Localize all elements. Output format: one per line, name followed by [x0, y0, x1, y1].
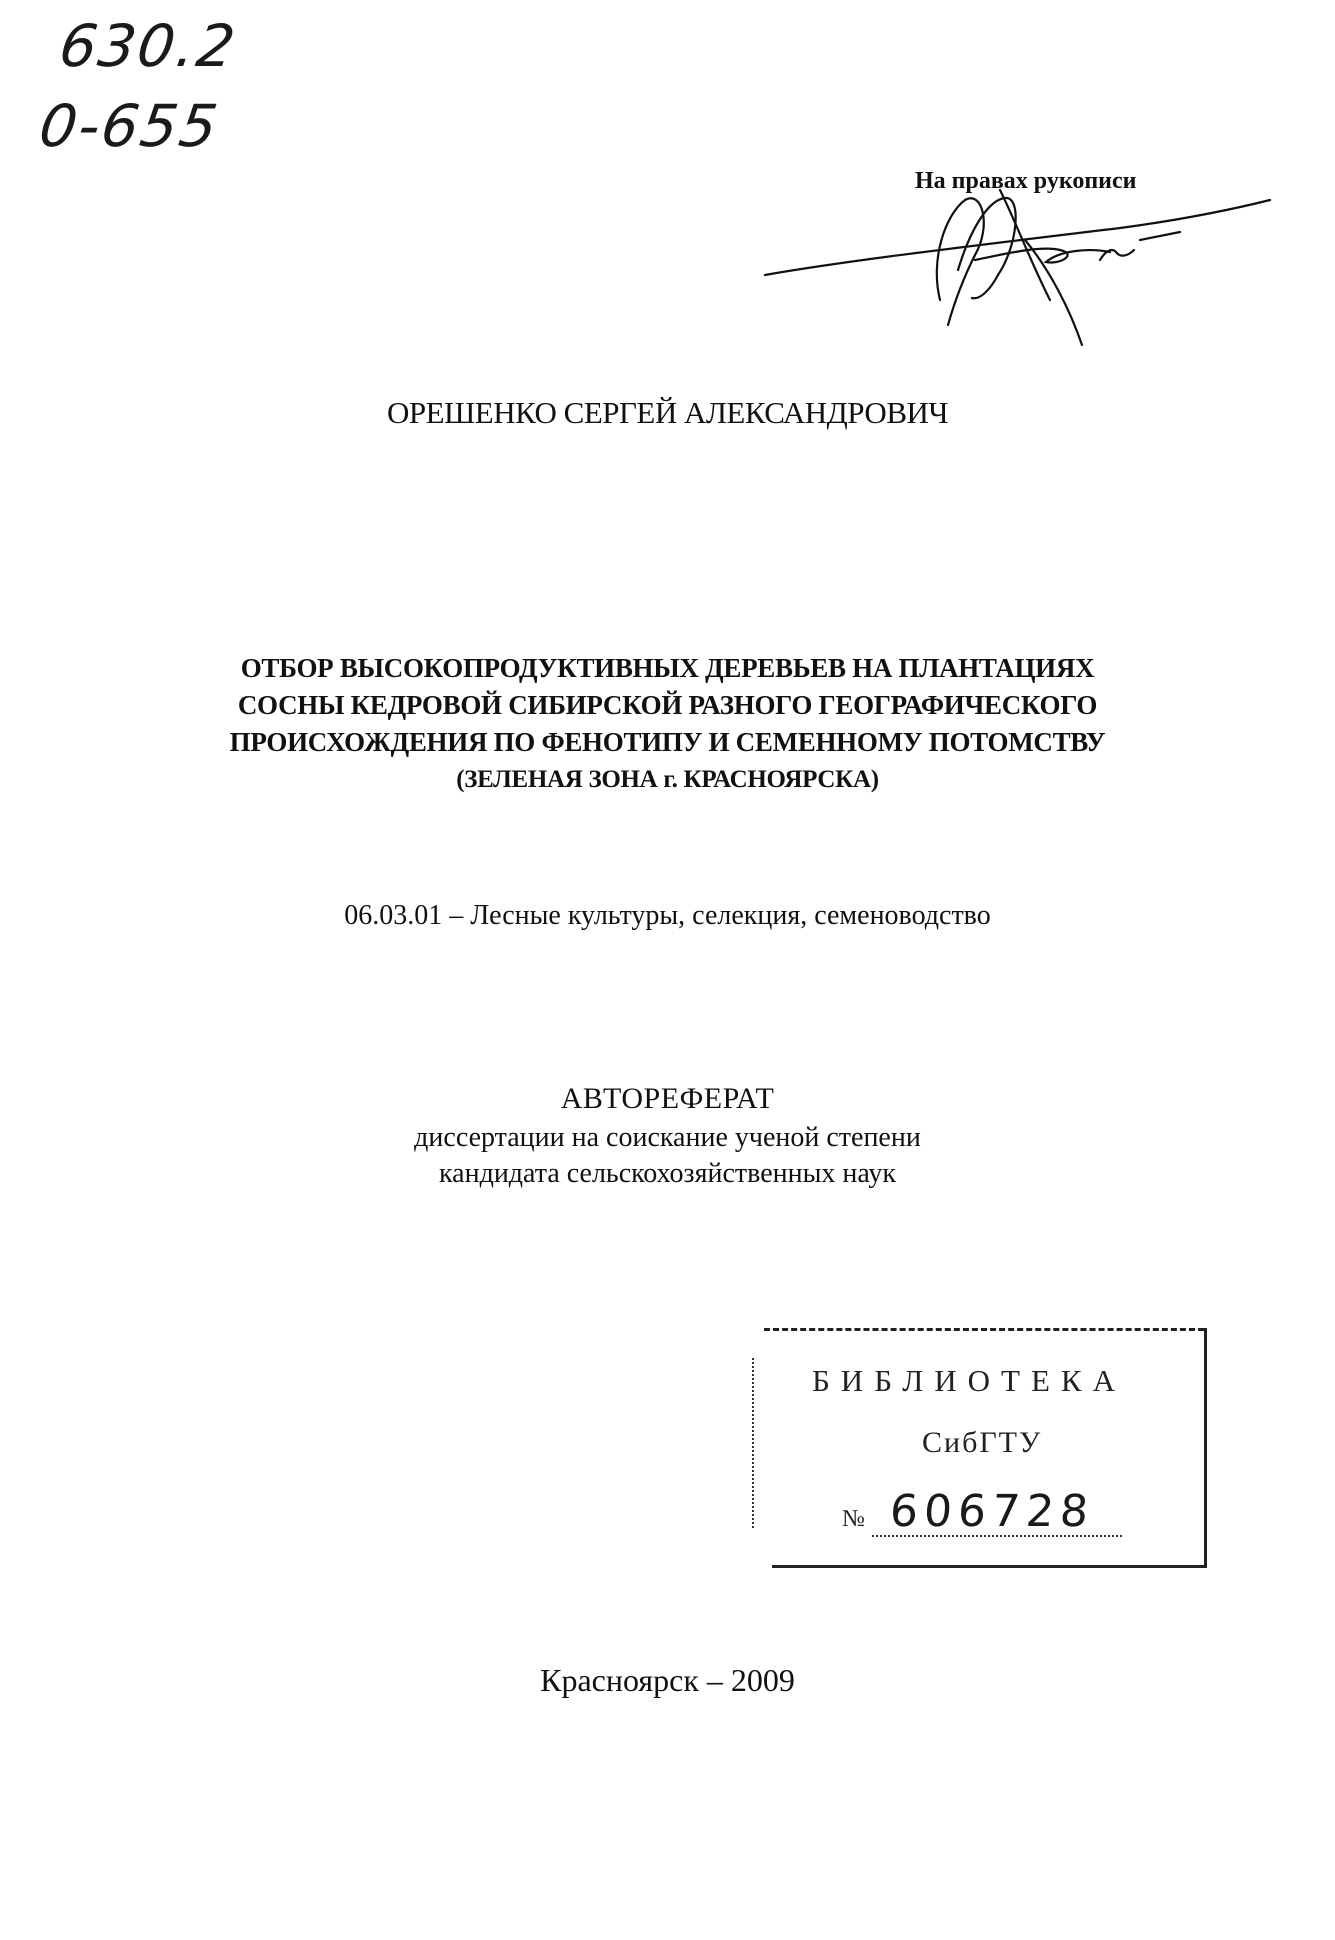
handwritten-shelf-code: 630.2	[55, 12, 241, 80]
library-stamp	[752, 1328, 1207, 1568]
stamp-inventory-number: 606728	[888, 1486, 1096, 1537]
title-line: СОСНЫ КЕДРОВОЙ СИБИРСКОЙ РАЗНОГО ГЕОГРАФИЧЕСКОГО	[237, 690, 1098, 720]
document-type: АВТОРЕФЕРАТ	[560, 1082, 775, 1115]
stamp-number-underline	[872, 1535, 1122, 1537]
specialty-code: 06.03.01 – Лесные культуры, селекция, семеноводство	[344, 900, 991, 931]
stamp-border-right	[1204, 1328, 1207, 1568]
handwritten-author-code: 0-655	[35, 92, 224, 160]
stamp-border-left	[752, 1358, 754, 1528]
stamp-number-prefix: №	[842, 1506, 865, 1532]
degree-line: диссертации на соискание ученой степени	[414, 1122, 921, 1153]
stamp-border-bottom	[772, 1565, 1204, 1568]
city-year: Красноярск – 2009	[540, 1662, 795, 1698]
dissertation-title	[0, 650, 1335, 798]
title-line: ПРОИСХОЖДЕНИЯ ПО ФЕНОТИПУ И СЕМЕННОМУ ПОТОМСТВУ	[229, 727, 1106, 757]
stamp-university: СибГТУ	[922, 1426, 1043, 1459]
rights-note: На правах рукописи	[915, 168, 1137, 194]
title-line: ОТБОР ВЫСОКОПРОДУКТИВНЫХ ДЕРЕВЬЕВ НА ПЛАНТАЦИЯХ	[240, 653, 1095, 683]
author-name: ОРЕШЕНКО СЕРГЕЙ АЛЕКСАНДРОВИЧ	[386, 395, 949, 430]
signature-scribble	[760, 150, 1280, 350]
title-subline: (ЗЕЛЕНАЯ ЗОНА г. КРАСНОЯРСКА)	[456, 766, 879, 793]
stamp-library-title: БИБЛИОТЕКА	[812, 1363, 1126, 1398]
degree-line: кандидата сельскохозяйственных наук	[438, 1158, 896, 1189]
stamp-border-top	[764, 1328, 1204, 1331]
